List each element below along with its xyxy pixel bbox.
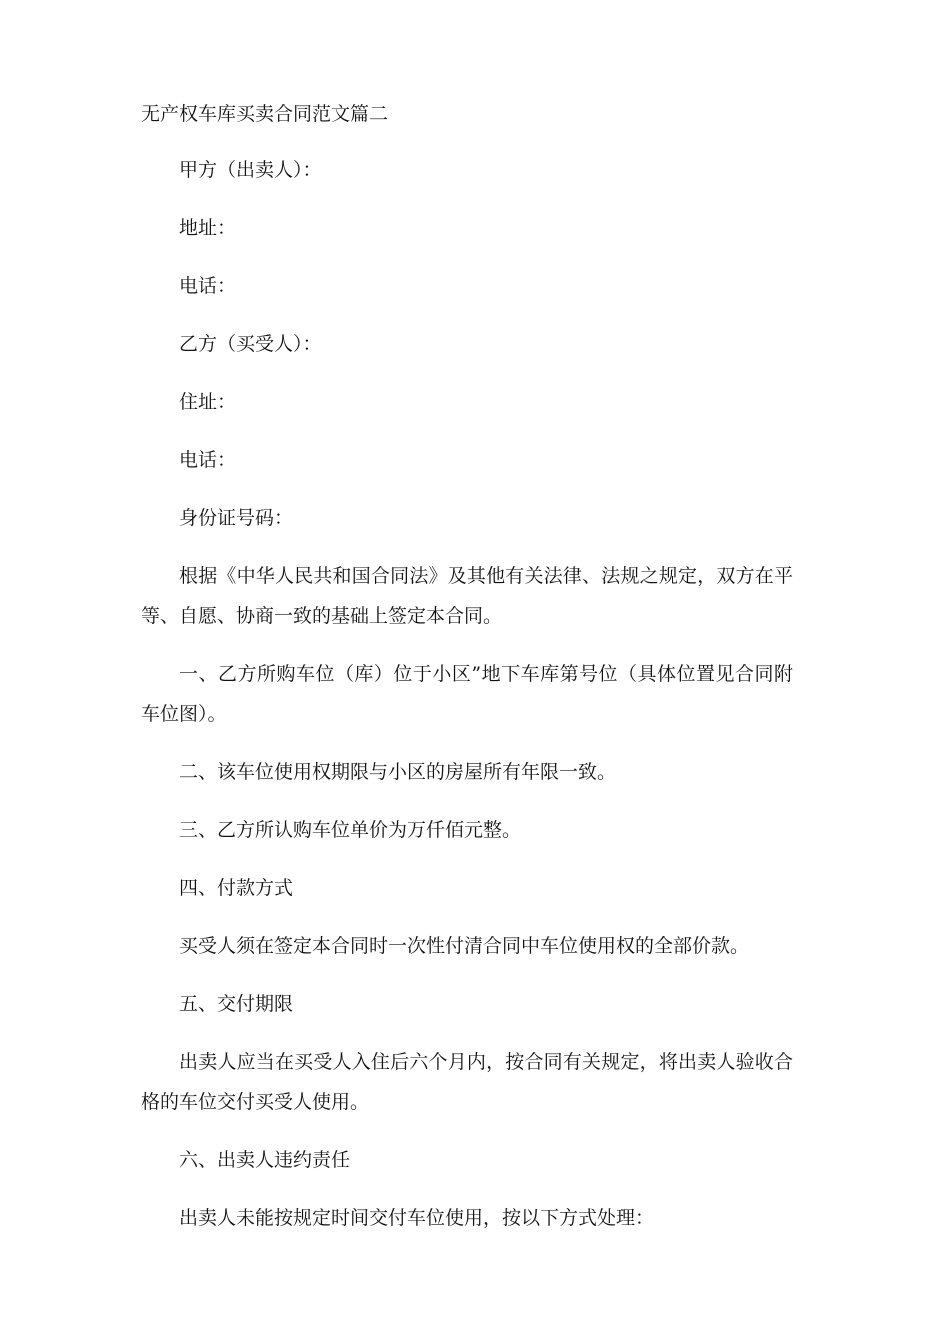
paragraph-phone-a: 电话：	[179, 275, 237, 297]
paragraph-delivery: 出卖人应当在买受人入住后六个月内，按合同有关规定，将出卖人验收合格的车位交付买受人使用。	[141, 1051, 793, 1113]
paragraph-payment: 买受人须在签定本合同时一次性付清合同中车位使用权的全部价款。	[179, 935, 750, 957]
paragraph-heading-4: 四、付款方式	[179, 877, 294, 899]
paragraph-preamble: 根据《中华人民共和国合同法》及其他有关法律、法规之规定，双方在平等、自愿、协商一致的基础上签定本合同。	[141, 565, 793, 627]
paragraph-id-number: 身份证号码：	[179, 507, 294, 529]
document-title: 无产权车库买卖合同范文篇二	[141, 103, 389, 125]
paragraph-address-b: 住址：	[179, 391, 237, 413]
paragraph-heading-6: 六、出卖人违约责任	[179, 1149, 351, 1171]
paragraph-heading-5: 五、交付期限	[179, 993, 294, 1015]
paragraph-address-a: 地址：	[179, 217, 237, 239]
paragraph-phone-b: 电话：	[179, 449, 237, 471]
paragraph-breach: 出卖人未能按规定时间交付车位使用，按以下方式处理：	[179, 1207, 655, 1229]
paragraph-party-a: 甲方（出卖人）：	[179, 159, 322, 181]
paragraph-party-b: 乙方（买受人）：	[179, 333, 322, 355]
paragraph-clause-3: 三、乙方所认购车位单价为万仟佰元整。	[179, 819, 522, 841]
paragraph-clause-1: 一、乙方所购车位（库）位于小区”地下车库第号位（具体位置见合同附车位图）。	[141, 663, 793, 725]
paragraph-clause-2: 二、该车位使用权期限与小区的房屋所有年限一致。	[179, 761, 617, 783]
